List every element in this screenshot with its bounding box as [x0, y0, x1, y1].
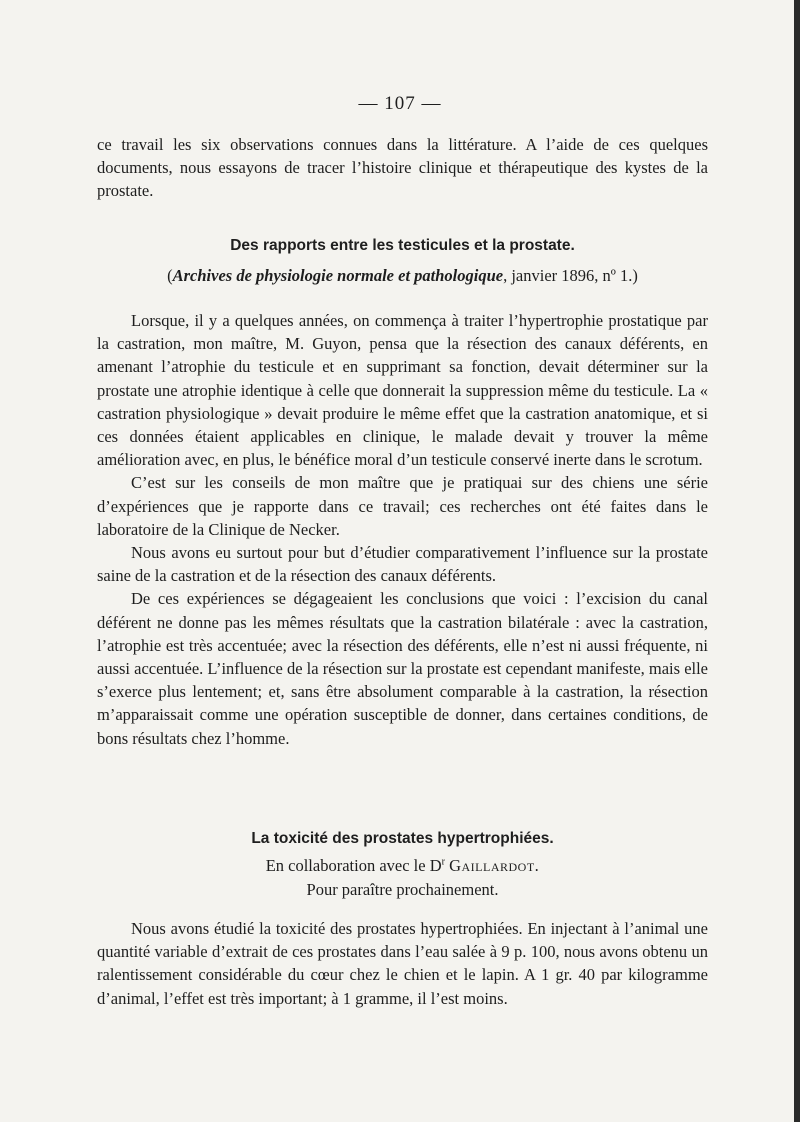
source-open: ( [167, 266, 173, 285]
intro-paragraph-block [97, 133, 708, 203]
collab-name: Gaillardot. [449, 856, 540, 875]
collaboration-line [97, 856, 708, 876]
page-number: — 107 — [358, 93, 442, 114]
section2-paragraph: Nous avons étudié la toxicité des prostates hypertrophiées. En injectant à l’animal une quantité variable d’extrait de ces prostates dans l’eau salée à 9 p. 100, nous avons obtenu un ralentissement considérable du cœur chez le chien et le lapin. A 1 gr. 40 par kilogramme d’animal, l’effet est très important; à 1 gramme, il l’est moins. [97, 919, 708, 1008]
section1-paragraph: C’est sur les conseils de mon maître que je pratiquai sur des chiens une série d’expériences que je rapporte dans ce travail; ces recherches ont été faites dans le laboratoire de la Clinique de Necker. [97, 473, 708, 539]
section2-body [97, 917, 708, 1010]
source-journal: Archives de physiologie normale et pathologique [172, 266, 504, 285]
section1-paragraph: Lorsque, il y a quelques années, on commença à traiter l’hypertrophie prostatique par la castration, mon maître, M. Guyon, pensa que la résection des canaux déférents, en amenant l’atrophie du testicule et en supprimant sa fonction, devait déterminer sur la prostate une atrophie identique à celle que donnerait la suppression même du testicule. La « castration physiologique » devait produire le même effet que la castration anatomique, et si ces données étaient applicables en clinique, le malade devait y trouver la même amélioration avec, en plus, le bénéfice moral d’un testicule conservé inerte dans le scrotum. [97, 311, 708, 470]
section-title-rapports: Des rapports entre les testicules et la prostate. [230, 237, 575, 254]
collab-sup: r [441, 856, 445, 868]
section1-body [97, 309, 708, 750]
source-rest: , janvier 1896, nº 1.) [503, 266, 638, 285]
intro-paragraph: ce travail les six observations connues dans la littérature. A l’aide de ces quelques documents, nous essayons de tracer l’histoire clinique et thérapeutique des kystes de la prostate. [97, 135, 708, 201]
collab-prefix: En collaboration avec le D [265, 856, 442, 875]
section1-paragraph: Nous avons eu surtout pour but d’étudier comparativement l’influence sur la prostate saine de la castration et de la résection des canaux déférents. [97, 543, 708, 586]
scan-edge [794, 0, 800, 1122]
publication-status: Pour paraître prochainement. [306, 880, 499, 899]
section-source [97, 266, 708, 286]
section-title-toxicite: La toxicité des prostates hypertrophiées. [251, 830, 554, 847]
section1-paragraph: De ces expériences se dégageaient les conclusions que voici : l’excision du canal déférent ne donne pas les mêmes résultats que la castration bilatérale : avec la castration, l’atrophie est très accentuée; avec la résection des déférents, elle n’est ni aussi fréquente, ni aussi accentuée. L’influence de la résection sur la prostate est cependant manifeste, mais elle s’exerce plus lentement; et, sans être absolument comparable à la castration, la résection m’apparaissait comme une opération susceptible de donner, dans certaines conditions, de bons résultats chez l’homme. [97, 589, 709, 748]
